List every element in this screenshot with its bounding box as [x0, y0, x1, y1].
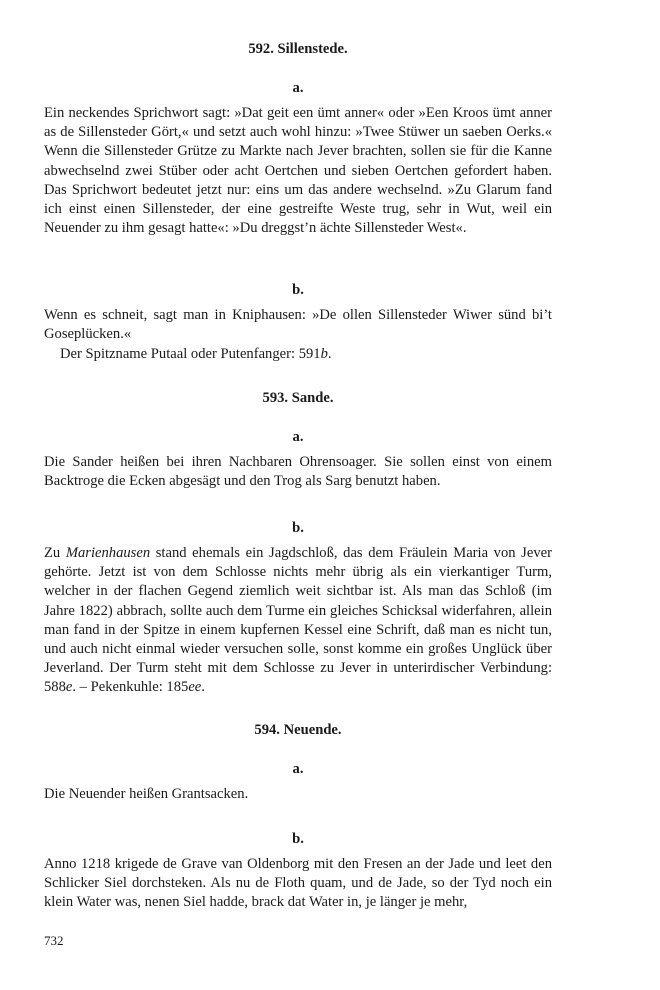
reference-mid: . – Pekenkuhle: 185 [72, 679, 189, 696]
paragraph-593b [44, 544, 552, 698]
cross-reference-592b [44, 345, 552, 364]
paragraph-intro: Zu [44, 545, 66, 561]
reference-italic-2: ee [188, 679, 202, 696]
reference-end: . [201, 679, 205, 696]
subsection-label-594b: b. [292, 831, 304, 847]
paragraph-592b: Wenn es schneit, sagt man in Kniphausen: »De ollen Sillensteder Wiwer sünd bi’t Goseplücken.« [44, 307, 552, 343]
section-title-594: 594. Neuende. [254, 722, 342, 738]
subsection-label-592a: a. [292, 80, 304, 96]
subsection-label-593a: a. [292, 429, 304, 445]
place-name: Marienhausen [65, 545, 151, 561]
paragraph-592a: Ein neckendes Sprichwort sagt: »Dat geit een ümt anner« oder »Een Kroos ümt anner as de Sillensteder Gört,« und setzt auch wohl hinzu: »Twee Stüwer un saeben Oerks.« Wenn die Sillensteder Grütze zu Markte nach Jever brachten, sollen sie für die Kanne abwechselnd zwei Stüber oder acht Oertchen und sieben Oertchen gefordert haben. Das Sprichwort bedeutet jetzt nur: eins um das andere wechselnd. »Zu Glarum fand ich einst einen Sillensteder, der eine gestreifte Weste trug, sehr in Wut, weil ein Neuender zu ihm gesagt hatte«: »Du dreggst’n ächte Sillensteder West«. [44, 105, 552, 237]
cross-reference-text: Der Spitzname Putaal oder Putenfanger: 591 [60, 346, 321, 362]
subsection-label-593b: b. [292, 520, 304, 536]
paragraph-594b: Anno 1218 krigede de Grave van Oldenborg mit den Fresen an der Jade und leet den Schlicker Siel dorchsteken. Als nu de Floth quam, und de Jade, so der Tyd noch ein klein Water was, nenen Siel hadde, brack dat Water in, je länger je mehr, [44, 856, 552, 911]
section-title-593: 593. Sande. [262, 390, 334, 406]
subsection-label-594a: a. [292, 761, 304, 777]
paragraph-594a: Die Neuender heißen Grantsacken. [44, 786, 249, 802]
cross-reference-suffix: . [327, 346, 332, 362]
section-title-592: 592. Sillenstede. [248, 41, 348, 57]
reference-italic-1: e [65, 679, 73, 696]
cross-reference-italic: b [320, 346, 328, 362]
paragraph-body: stand ehemals ein Jagdschloß, das dem Fräulein Maria von Jever gehörte. Jetzt ist von dem Schlosse nichts mehr übrig als ein vierkantiger Turm, welcher in der flachen Gegend ziemlich weit sichtbar ist. Als man das Schloß (im Jahre 1822) abbrach, sollte auch dem Turme ein gleiches Schicksal widerfahren, allein man fand in der Spitze in einem kupfernen Kessel eine Schrift, daß man es nicht tun, und auch nicht einmal wieder versuchen solle, sonst komme ein großes Unglück über Jeverland. Der Turm steht mit dem Schlosse zu Jever in unterirdischer Verbindung: 588 [44, 545, 552, 696]
paragraph-593a: Die Sander heißen bei ihren Nachbaren Ohrensoager. Sie sollen einst von einem Backtroge die Ecken abgesägt und den Trog als Sarg benutzt haben. [44, 454, 552, 490]
page-number: 732 [44, 933, 64, 948]
subsection-label-592b: b. [292, 282, 304, 298]
